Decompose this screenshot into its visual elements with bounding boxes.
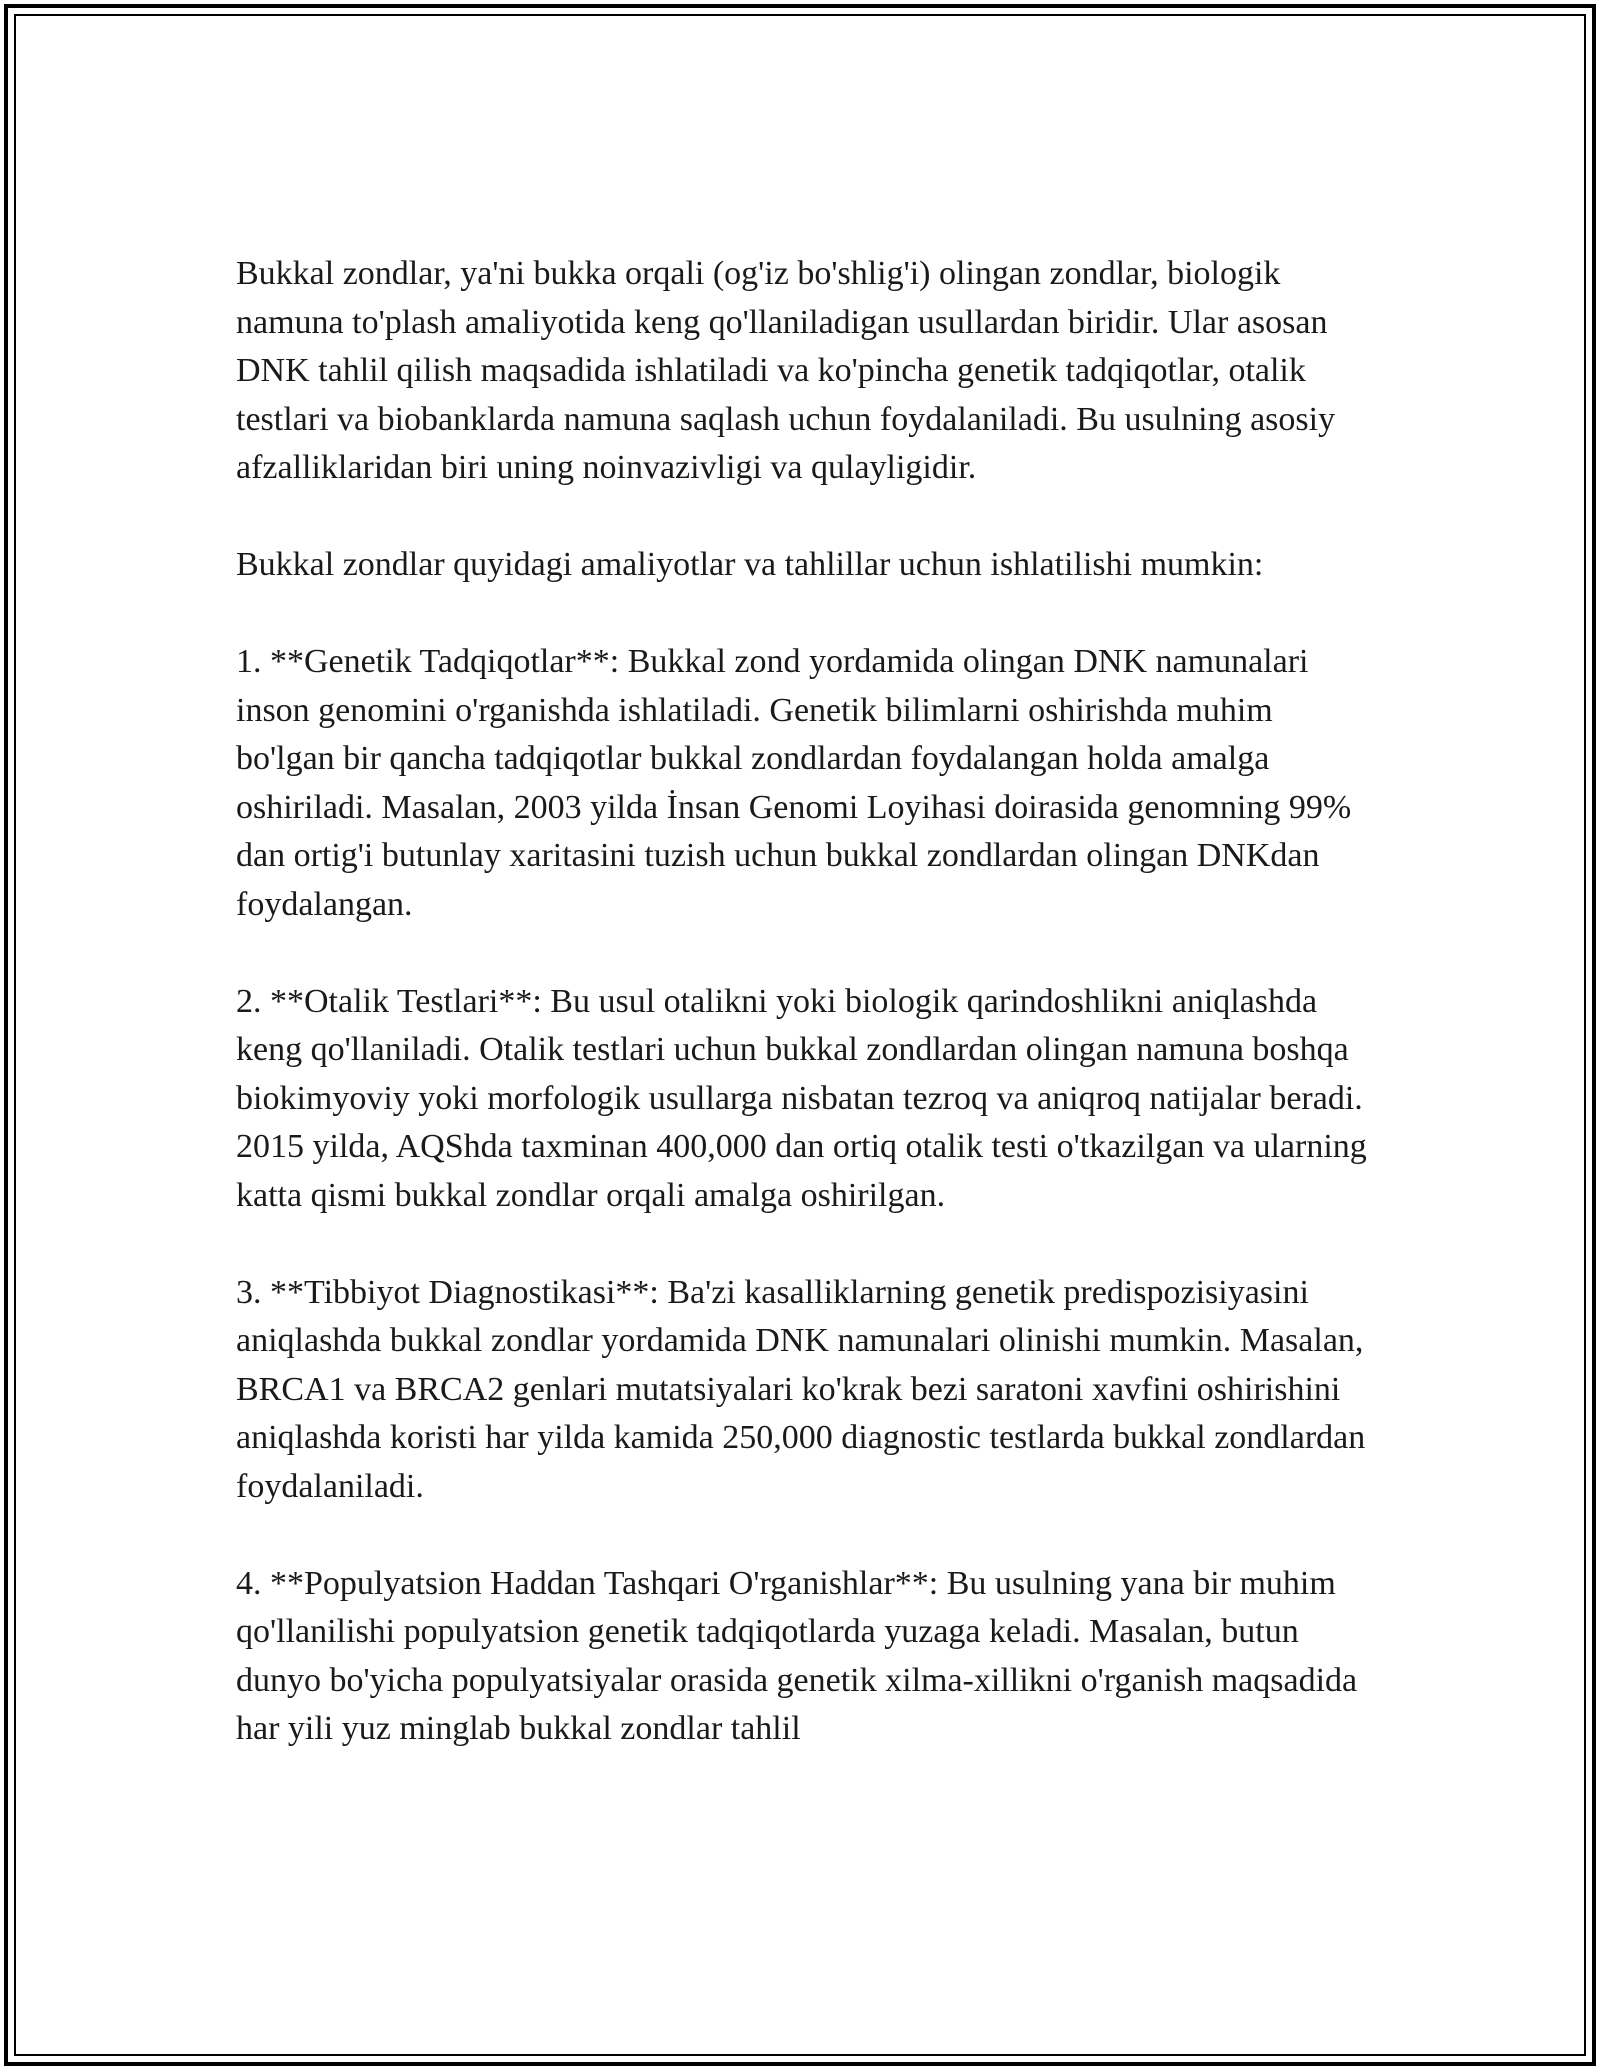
document-body <box>236 250 1376 1754</box>
paragraph-intro: Bukkal zondlar, ya'ni bukka orqali (og'iz bo'shlig'i) olingan zondlar, biologik namuna to'plash amaliyotida keng qo'llaniladigan usullardan biridir. Ular asosan DNK tahlil qilish maqsadida ishlatiladi va ko'pincha genetik tadqiqotlar, otalik testlari va biobanklarda namuna saqlash uchun foydalaniladi. Bu usulning asosiy afzalliklaridan biri uning noinvazivligi va qulayligidir. <box>236 255 1336 486</box>
paragraph-lead-in: Bukkal zondlar quyidagi amaliyotlar va tahlillar uchun ishlatilishi mumkin: <box>236 546 1264 583</box>
list-item-paternity-tests: 2. **Otalik Testlari**: Bu usul otalikni yoki biologik qarindoshlikni aniqlashda keng qo'llaniladi. Otalik testlari uchun bukkal zondlardan olingan namuna boshqa biokimyoviy yoki morfologik usullarga nisbatan tezroq va aniqroq natijalar beradi. 2015 yilda, AQShda taxminan 400,000 dan ortiq otalik testi o'tkazilgan va ularning katta qismi bukkal zondlar orqali amalga oshirilgan. <box>236 982 1367 1214</box>
list-item-genetic-research: 1. **Genetik Tadqiqotlar**: Bukkal zond yordamida olingan DNK namunalari inson genomini o'rganishda ishlatiladi. Genetik bilimlarni oshirishda muhim bo'lgan bir qancha tadqiqotlar bukkal zondlardan foydalangan holda amalga oshiriladi. Masalan, 2003 yilda İnsan Genomi Loyihasi doirasida genomning 99% dan ortig'i butunlay xaritasini tuzish uchun bukkal zondlardan olingan DNKdan foydalangan. <box>236 643 1352 923</box>
list-item-population-studies: 4. **Populyatsion Haddan Tashqari O'rganishlar**: Bu usulning yana bir muhim qo'llanilishi populyatsion genetik tadqiqotlarda yuzaga keladi. Masalan, butun dunyo bo'yicha populyatsiyalar orasida genetik xilma-xillikni o'rganish maqsadida har yili yuz minglab bukkal zondlar tahlil <box>236 1564 1358 1747</box>
list-item-medical-diagnostics: 3. **Tibbiyot Diagnostikasi**: Ba'zi kasalliklarning genetik predispozisiyasini aniqlashda bukkal zondlar yordamida DNK namunalari olinishi mumkin. Masalan, BRCA1 va BRCA2 genlari mutatsiyalari ko'krak bezi saratoni xavfini oshirishini aniqlashda koristi har yilda kamida 250,000 diagnostic testlarda bukkal zondlardan foydalaniladi. <box>236 1273 1366 1505</box>
